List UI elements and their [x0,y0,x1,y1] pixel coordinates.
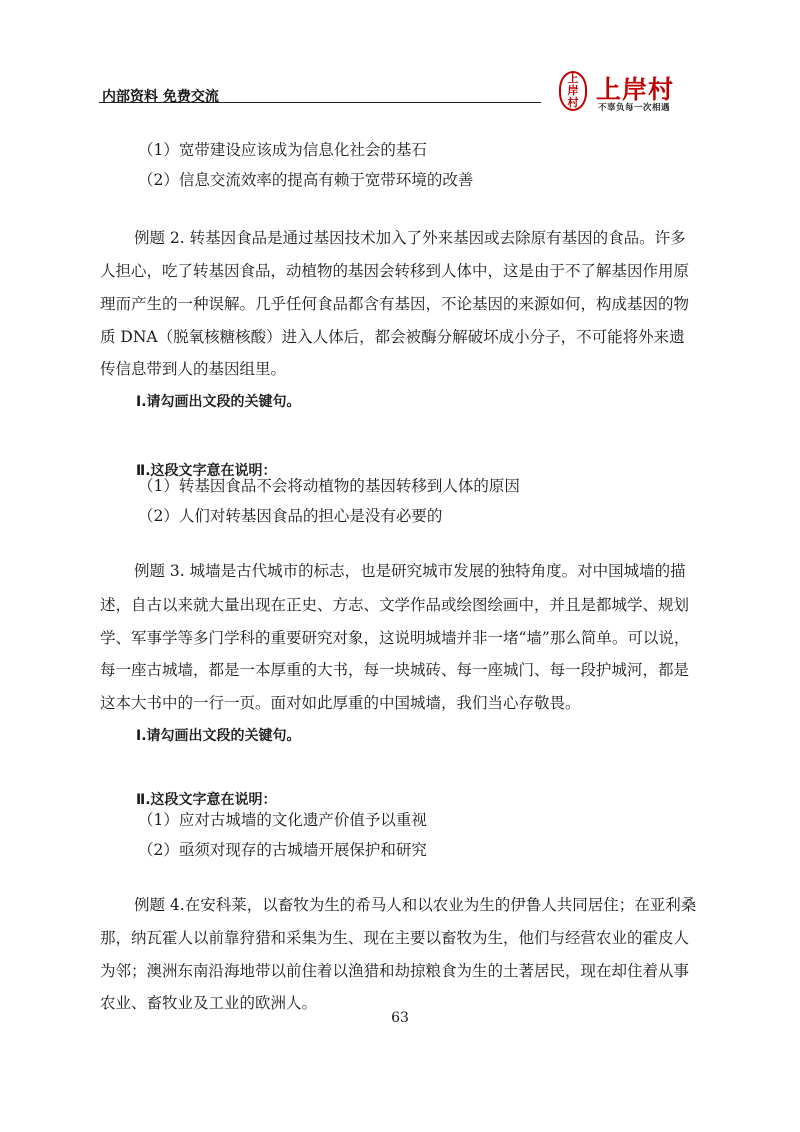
example3-line-2: 述，自古以来就大量出现在正史、方志、文学作品或绘图绘画中，并且是都城学、规划 [100,596,690,614]
option-line: （1）宽带建设应该成为信息化社会的基石 [138,141,427,159]
header-rule [99,102,541,103]
example2-line-2: 人担心，吃了转基因食品，动植物的基因会转移到人体中，这是由于不了解基因作用原 [100,262,690,280]
brand-name: 上岸村 [596,75,675,104]
example2-line-3: 理而产生的一种误解。几乎任何食品都含有基因，不论基因的来源如何，构成基因的物 [100,295,690,313]
seal-char-1: 上 [567,72,579,85]
option-line: （2）信息交流效率的提高有赖于宽带环境的改善 [138,171,474,189]
example2-line-5: 传信息带到人的基因组里。 [100,360,287,378]
header-label: 内部资料 免费交流 [102,89,219,105]
example3-line-5: 这本大书中的一行一页。面对如此厚重的中国城墙，我们当心存敬畏。 [100,694,581,712]
example3-line-4: 每一座古城墙，都是一本厚重的大书，每一块城砖、每一座城门、每一段护城河，都是 [100,661,690,679]
option-line: （2）亟须对现存的古城墙开展保护和研究 [138,841,427,859]
brand-slogan: 不辜负每一次相遇 [598,103,671,113]
question-key-sentence: Ⅰ.请勾画出文段的关键句。 [136,394,301,410]
option-line: （1）转基因食品不会将动植物的基因转移到人体的原因 [138,477,520,495]
example3-line-1: 例题 3. 城墙是古代城市的标志，也是研究城市发展的独特角度。对中国城墙的描 [134,562,686,580]
question-key-sentence: Ⅰ.请勾画出文段的关键句。 [136,728,301,744]
example2-line-4: 质 DNA（脱氧核糖核酸）进入人体后，都会被酶分解破坏成小分子，不可能将外来遗 [100,328,685,346]
example4-line-1: 例题 4.在安科莱，以畜牧为生的希马人和以农业为生的伊鲁人共同居住；在亚利桑 [134,896,697,914]
question-intent: Ⅱ.这段文字意在说明： [136,792,277,808]
option-line: （2）人们对转基因食品的担心是没有必要的 [138,507,443,525]
example2-line-1: 例题 2. 转基因食品是通过基因技术加入了外来基因或去除原有基因的食品。许多 [134,229,686,247]
question-intent: Ⅱ.这段文字意在说明： [136,463,277,479]
example4-line-4: 农业、畜牧业及工业的欧洲人。 [100,994,318,1012]
logo-seal [559,71,587,111]
seal-char-3: 村 [567,96,579,109]
example4-line-2: 那，纳瓦霍人以前靠狩猎和采集为生、现在主要以畜牧为生，他们与经营农业的霍皮人 [100,929,690,947]
example4-line-3: 为邻；澳洲东南沿海地带以前住着以渔猎和劫掠粮食为生的土著居民，现在却住着从事 [100,962,690,980]
option-line: （1）应对古城墙的文化遗产价值予以重视 [138,811,427,829]
page-number: 63 [391,1010,409,1026]
example3-line-3: 学、军事学等多门学科的重要研究对象，这说明城墙并非一堵“墙”那么简单。可以说， [100,629,690,647]
seal-char-2: 岸 [567,84,579,97]
